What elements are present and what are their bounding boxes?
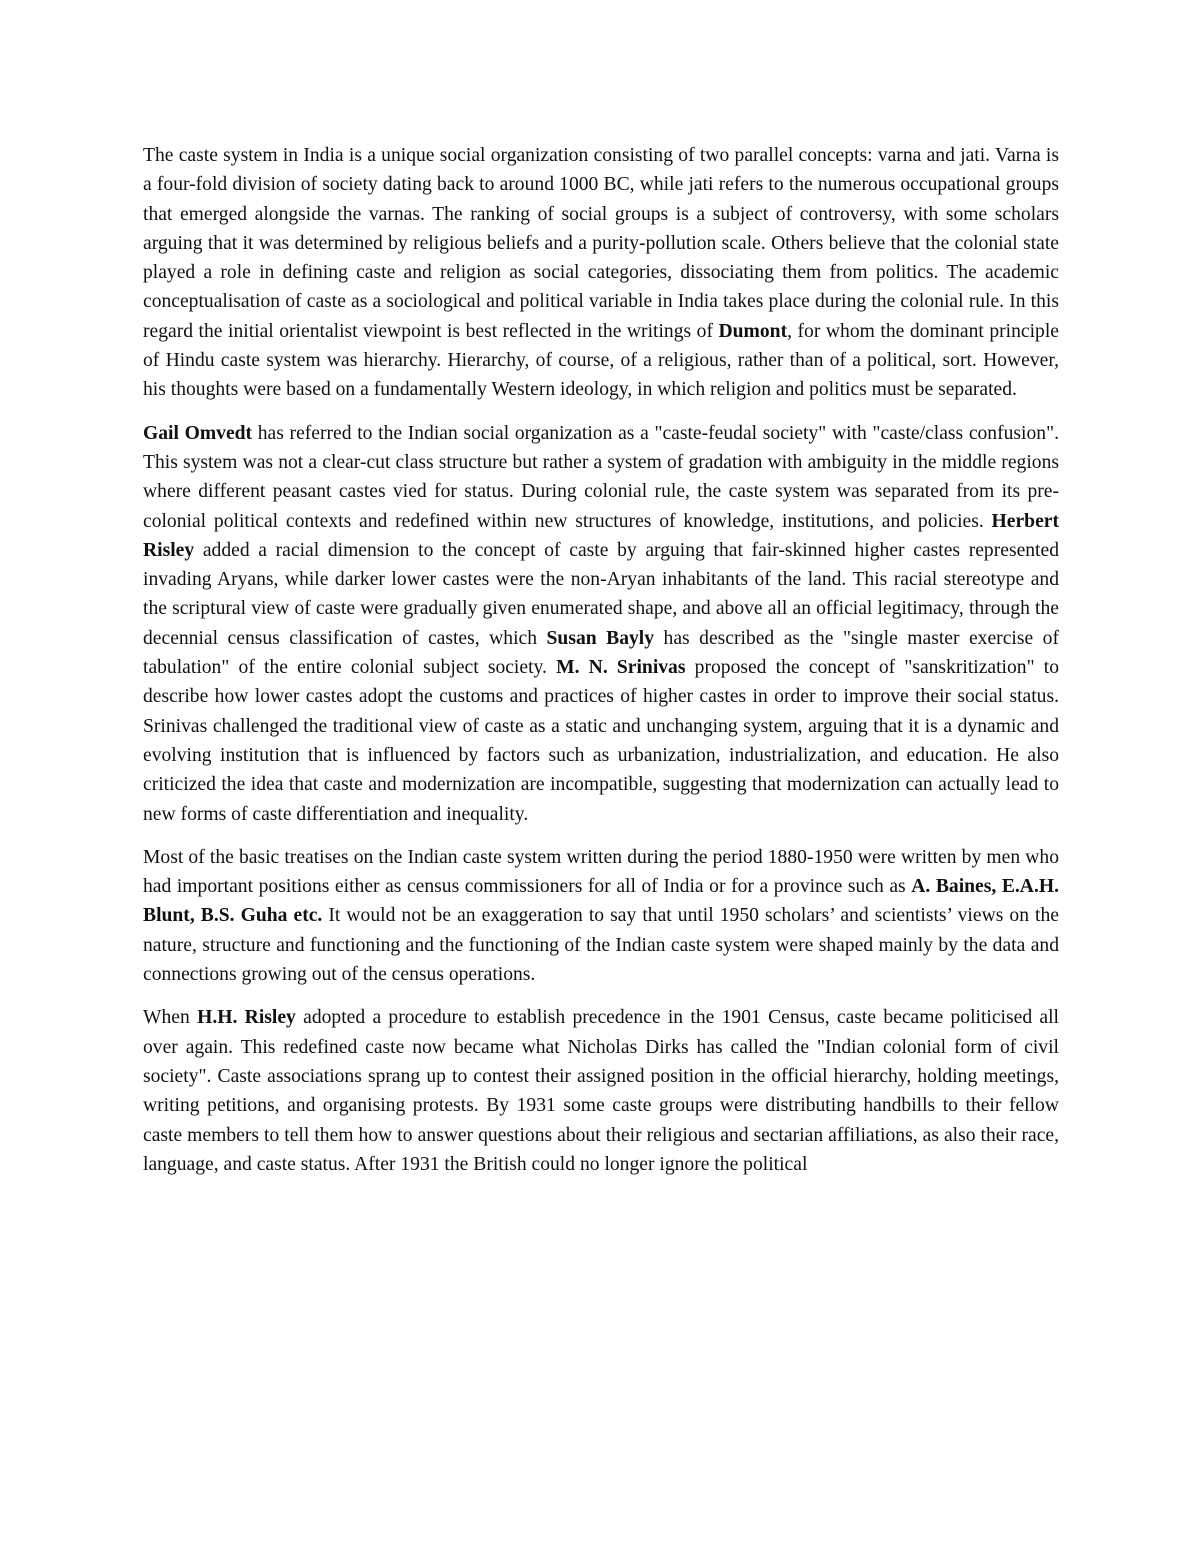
- text-run: has described as the "single master exercise of tabulation" of the entire colonial subject society.: [143, 627, 1059, 679]
- bold-name-susan-bayly: Susan Bayly: [546, 627, 655, 649]
- bold-name-herbert-risley: Herbert Risley: [143, 510, 1059, 561]
- text-run: , for whom the dominant principle of Hindu caste system was hierarchy. Hierarchy, of course, of a religious, rather than of a political, sort. However, his thoughts were based on a fundamentally Western ideology, in which religion and politics must be separated.: [143, 320, 1059, 401]
- document-page: [143, 141, 1059, 1193]
- bold-name-mn-srinivas: M. N. Srinivas: [556, 657, 686, 679]
- paragraph-4: [143, 1003, 1059, 1179]
- paragraph-3: [143, 843, 1059, 989]
- paragraph-1: [143, 141, 1059, 405]
- bold-names-census-commissioners: A. Baines, E.A.H. Blunt, B.S. Guha etc.: [143, 876, 1059, 927]
- text-run: proposed the concept of "sanskritization" to describe how lower castes adopt the customs and practices of higher castes in order to improve their social status. Srinivas challenged the traditional view of caste as a static and unchanging system, arguing that it is a dynamic and evolving institution that is influenced by factors such as urbanization, industrialization, and education. He also criticized the idea that caste and modernization are incompatible, suggesting that modernization can actually lead to new forms of caste differentiation and inequality.: [143, 657, 1059, 825]
- text-run: added a racial dimension to the concept of caste by arguing that fair-skinned higher castes represented invading Aryans, while darker lower castes were the non-Aryan inhabitants of the land. This racial stereotype and the scriptural view of caste were gradually given enumerated shape, and above all an official legitimacy, through the decennial census classification of castes, which: [143, 539, 1059, 649]
- text-run: has referred to the Indian social organization as a "caste-feudal society" with "caste/class confusion". This system was not a clear-cut class structure but rather a system of gradation with ambiguity in the middle regions where different peasant castes vied for status. During colonial rule, the caste system was separated from its pre-colonial political contexts and redefined within new structures of knowledge, institutions, and policies.: [143, 422, 1059, 532]
- text-run: It would not be an exaggeration to say that until 1950 scholars’ and scientists’ views on the nature, structure and functioning and the functioning of the Indian caste system were shaped mainly by the data and connections growing out of the census operations.: [143, 905, 1059, 986]
- text-run: Most of the basic treatises on the Indian caste system written during the period 1880-1950 were written by men who had important positions either as census commissioners for all of India or for a province such as: [143, 846, 1059, 898]
- text-run: adopted a procedure to establish precedence in the 1901 Census, caste became politicised all over again. This redefined caste now became what Nicholas Dirks has called the "Indian colonial form of civil society". Caste associations sprang up to contest their assigned position in the official hierarchy, holding meetings, writing petitions, and organising protests. By 1931 some caste groups were distributing handbills to their fellow caste members to tell them how to answer questions about their religious and sectarian affiliations, as also their race, language, and caste status. After 1931 the British could no longer ignore the political: [143, 1007, 1059, 1175]
- text-run: The caste system in India is a unique social organization consisting of two parallel concepts: varna and jati. Varna is a four-fold division of society dating back to around 1000 BC, while jati refers to the numerous occupational groups that emerged alongside the varnas. The ranking of social groups is a subject of controversy, with some scholars arguing that it was determined by religious beliefs and a purity-pollution scale. Others believe that the colonial state played a role in defining caste and religion as social categories, dissociating them from politics. The academic conceptualisation of caste as a sociological and political variable in India takes place during the colonial rule. In this regard the initial orientalist viewpoint is best reflected in the writings of: [143, 145, 1059, 342]
- bold-name-gail-omvedt: Gail Omvedt: [143, 422, 253, 444]
- text-run: When: [143, 1007, 198, 1029]
- paragraph-2: [143, 419, 1059, 829]
- bold-name-hh-risley: H.H. Risley: [197, 1007, 296, 1029]
- bold-name-dumont: Dumont: [718, 320, 788, 342]
